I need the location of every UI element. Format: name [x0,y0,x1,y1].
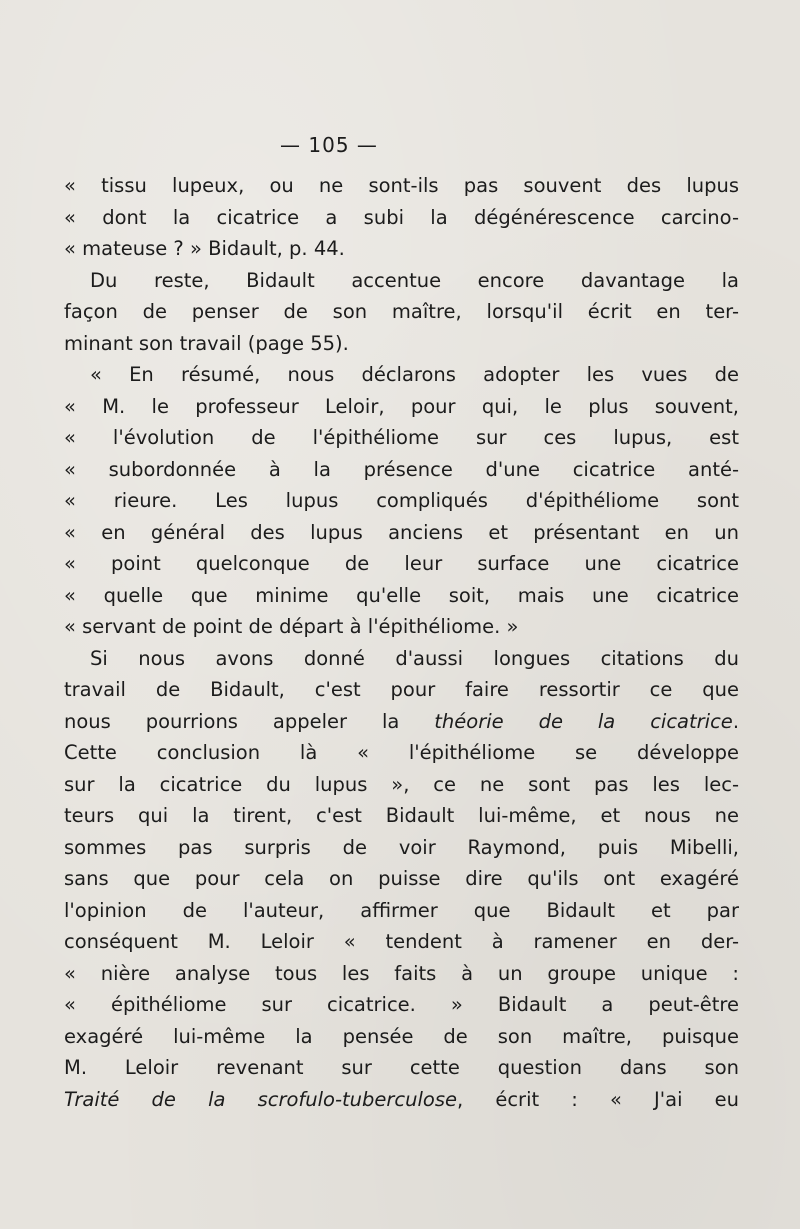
text-line [64,674,739,706]
text-line [64,328,739,360]
text-line [64,611,739,643]
text-line [64,895,739,927]
text-line [64,580,739,612]
text-line [64,391,739,423]
text-line [64,422,739,454]
line-text: , écrit : « J'ai eu [457,1087,739,1111]
body-text [64,170,739,1115]
line-text: exagéré lui-même la pensée de son maître, puisque [64,1024,739,1048]
line-text: « tissu lupeux, ou ne sont-ils pas souvent des lupus [64,174,739,197]
line-text: sans que pour cela on puisse dire qu'ils ont exagéré [64,867,739,890]
line-text: « quelle que minime qu'elle soit, mais une cicatrice [64,583,739,607]
text-line [64,800,739,832]
text-line [64,643,739,675]
text-line [64,485,739,517]
line-text: nous pourrions appeler la [64,709,435,733]
text-line [64,548,739,580]
page-number: — 105 — [280,133,378,157]
line-text: conséquent M. Leloir « tendent à ramener en der- [64,930,739,953]
line-text: minant son travail (page 55). [64,331,349,355]
line-text: travail de Bidault, c'est pour faire ressortir ce que [64,678,739,701]
line-text: « l'évolution de l'épithéliome sur ces lupus, est [64,426,739,449]
line-text: « mateuse ? » Bidault, p. 44. [64,237,345,260]
line-text: « épithéliome sur cicatrice. » Bidault a peut-être [64,993,739,1016]
text-line [64,706,739,738]
text-line [64,265,739,297]
line-text: « en général des lupus anciens et présentant en un [64,520,739,544]
text-line [64,454,739,486]
text-line [64,296,739,328]
text-line [64,517,739,549]
line-text: sur la cicatrice du lupus », ce ne sont pas les lec- [64,772,739,796]
text-line [64,769,739,801]
text-line [64,359,739,391]
line-text: M. Leloir revenant sur cette question dans son [64,1056,739,1079]
line-text: façon de penser de son maître, lorsqu'il écrit en ter- [64,300,739,323]
text-line [64,1052,739,1084]
text-line [64,1084,739,1116]
line-text: « point quelconque de leur surface une cicatrice [64,552,739,575]
text-line [64,1021,739,1053]
text-line [64,958,739,990]
italic-title: théorie de la cicatrice [434,709,733,733]
line-text: . [732,709,739,733]
line-text: « dont la cicatrice a subi la dégénérescence carcino- [64,205,739,229]
text-line [64,170,739,202]
text-line [64,926,739,958]
italic-title: Traité de la scrofulo-tuberculose [64,1087,457,1111]
text-line [64,202,739,234]
text-line [64,233,739,265]
text-line [64,832,739,864]
line-text: sommes pas surpris de voir Raymond, puis Mibelli, [64,835,739,859]
line-text: « subordonnée à la présence d'une cicatrice anté- [64,457,739,481]
line-text: teurs qui la tirent, c'est Bidault lui-même, et nous ne [64,804,739,827]
text-line [64,737,739,769]
line-text: Du reste, Bidault accentue encore davantage la [90,268,739,292]
line-text: « rieure. Les lupus compliqués d'épithéliome sont [64,489,739,512]
line-text: Cette conclusion là « l'épithéliome se développe [64,741,739,764]
line-text: l'opinion de l'auteur, affirmer que Bidault et par [64,898,739,922]
text-line [64,989,739,1021]
line-text: « nière analyse tous les faits à un groupe unique : [64,961,739,985]
text-line [64,863,739,895]
line-text: « servant de point de départ à l'épithéliome. » [64,615,519,638]
line-text: « M. le professeur Leloir, pour qui, le plus souvent, [64,394,739,418]
line-text: « En résumé, nous déclarons adopter les vues de [90,363,739,386]
line-text: Si nous avons donné d'aussi longues citations du [90,646,739,670]
